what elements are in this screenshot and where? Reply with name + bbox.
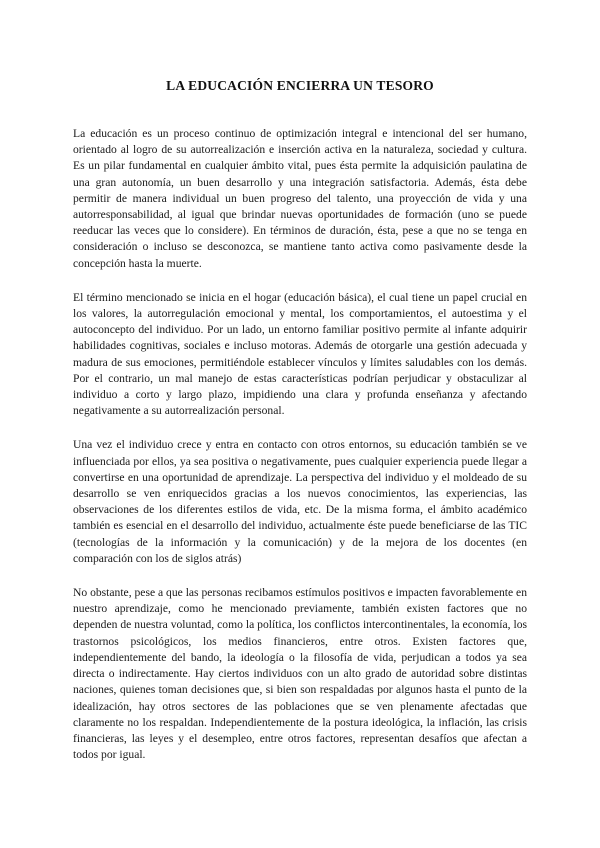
paragraph-2: El término mencionado se inicia en el hogar (educación básica), el cual tiene un papel crucial en los valores, la autorregulación emocional y mental, los comportamientos, el autoestima y el autoconcepto del individuo. Por un lado, un entorno familiar positivo permite al infante adquirir habilidades cognitivas, sociales e incluso motoras. Además de otorgarle una gestión adecuada y madura de sus emociones, permitiéndole establecer vínculos y límites saludables con los demás. Por el contrario, un mal manejo de estas características podrían perjudicar y obstaculizar al individuo a corto y largo plazo, impidiendo una clara y profunda enseñanza y afectando negativamente a su autorrealización personal.: [73, 290, 527, 418]
paragraph-4: No obstante, pese a que las personas recibamos estímulos positivos e impacten favorablemente en nuestro aprendizaje, como he mencionado previamente, también existen factores que no dependen de nuestra voluntad, como la política, los conflictos intercontinentales, la economía, los trastornos psicológicos, los medios financieros, entre otros. Existen factores que, independientemente del bando, la ideología o la filosofía de vida, perjudican a todos ya sea directa o indirectamente. Hay ciertos individuos con un alto grado de autoridad sobre distintas naciones, quienes toman decisiones que, si bien son respaldadas por algunos hasta el punto de la idealización, hay otros sectores de las poblaciones que se ven plenamente afectadas que claramente no los respaldan. Independientemente de la postura ideológica, la inflación, las crisis financieras, las leyes y el desempleo, entre otros factores, representan desafíos que afectan a todos por igual.: [73, 586, 527, 762]
paragraph-3: Una vez el individuo crece y entra en contacto con otros entornos, su educación también se ve influenciada por ellos, ya sea positiva o negativamente, pues cualquier experiencia puede llegar a convertirse en una oportunidad de aprendizaje. La perspectiva del individuo y el moldeado de su desarrollo se ven enriquecidos gracias a los nuevos conocimientos, las experiencias, las observaciones de los diferentes estilos de vida, etc. De la misma forma, el ámbito académico también es esencial en el desarrollo del individuo, actualmente éste puede beneficiarse de las TIC (tecnologías de la información y la comunicación) y de la mejora de los docentes (en comparación con los de siglos atrás): [73, 438, 527, 565]
paragraph-1: La educación es un proceso continuo de optimización integral e intencional del ser humano, orientado al logro de su autorrealización e inserción activa en la naturaleza, sociedad y cultura. Es un pilar fundamental en cualquier ámbito vital, pues ésta permite la adquisición paulatina de una gran autonomía, un buen desarrollo y una integración satisfactoria. Además, ésta debe permitir de manera individual un buen progreso del talento, una proyección de vida y una autorresponsabilidad, al igual que brindar nuevas oportunidades de formación (uno se puede reeducar las veces que lo considere). En términos de duración, ésta, pese a que no se tenga en consideración o incluso se desconozca, se mantiene tanto activa como pasivamente desde la concepción hasta la muerte.: [73, 127, 527, 270]
document-title: LA EDUCACIÓN ENCIERRA UN TESORO: [166, 78, 434, 93]
document-body: [73, 126, 527, 781]
